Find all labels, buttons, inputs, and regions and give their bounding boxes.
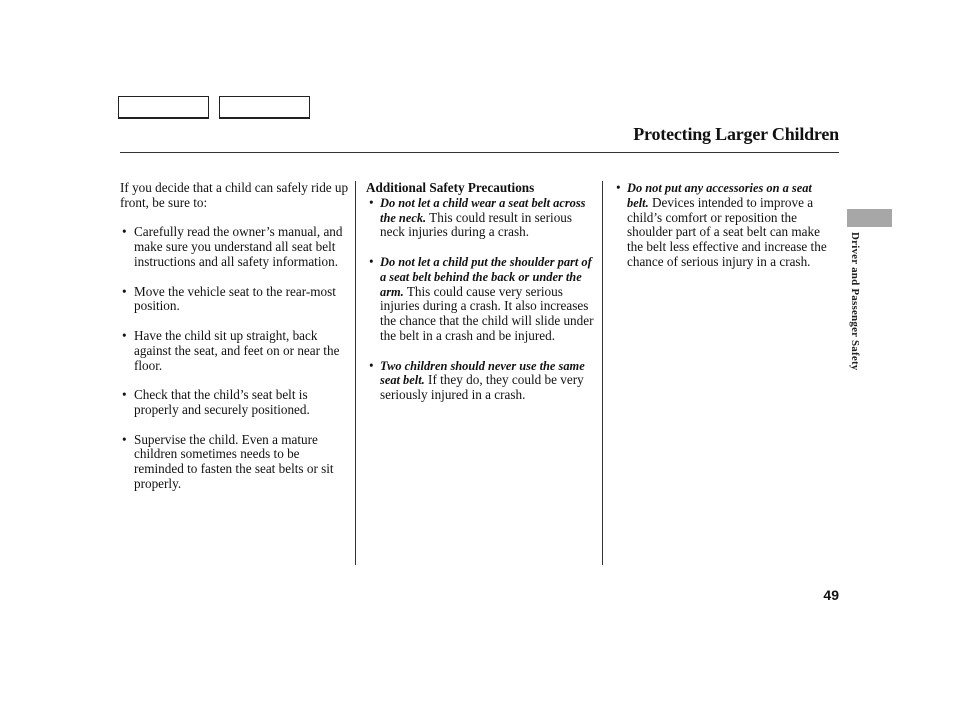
warning-emphasis: Two children should never use the same seat belt. (380, 358, 585, 388)
list-item (366, 255, 594, 344)
list-item (366, 359, 594, 403)
next-page-button[interactable] (219, 96, 310, 119)
section-heading: Additional Safety Precautions (366, 180, 535, 195)
checklist (120, 225, 350, 491)
intro-text: If you decide that a child can safely ride up front, be sure to: (120, 180, 349, 210)
warning-emphasis: Do not let a child wear a seat belt across the neck. (380, 195, 586, 225)
section-tab[interactable] (847, 209, 892, 227)
warning-emphasis: Do not put any accessories on a seat belt. (627, 181, 812, 210)
warning-text: This could result in serious neck injuries during a crash. (380, 209, 573, 240)
page-number: 49 (823, 587, 839, 603)
section-label: Driver and Passenger Safety (849, 232, 861, 371)
precaution-list (616, 181, 834, 270)
warning-text: If they do, they could be very seriously injured in a crash. (380, 372, 584, 403)
list-item: • Carefully read the owner’s manual, and make sure you understand all seat belt instructions and all safety information. (120, 225, 350, 269)
list-item: • Check that the child’s seat belt is properly and securely positioned. (120, 388, 350, 418)
previous-page-button[interactable] (118, 96, 209, 119)
column-right (616, 181, 834, 270)
title-divider (120, 152, 839, 153)
warning-text: This could cause very serious injuries during a crash. It also increases the chance that the child will slide under the belt in a crash and be injured. (380, 283, 594, 343)
warning-emphasis: Do not let a child put the shoulder part of a seat belt behind the back or under the arm. (380, 254, 592, 299)
list-item: • Move the vehicle seat to the rear-most position. (120, 285, 350, 315)
list-item: • Have the child sit up straight, back against the seat, and feet on or near the floor. (120, 329, 350, 373)
warning-text: Devices intended to improve a child’s comfort or reposition the shoulder part of a seat belt can make the belt less effective and increase the chance of serious injury in a crash. (627, 194, 827, 269)
list-item: • Supervise the child. Even a mature children sometimes needs to be reminded to fasten the seat belts or sit properly. (120, 433, 350, 492)
list-item (366, 196, 594, 240)
list-item (616, 181, 834, 270)
column-middle (366, 181, 594, 418)
column-left (120, 181, 350, 492)
column-divider (355, 181, 356, 565)
precaution-list (366, 196, 594, 403)
page-title: Protecting Larger Children (633, 124, 839, 144)
column-divider (602, 181, 603, 565)
